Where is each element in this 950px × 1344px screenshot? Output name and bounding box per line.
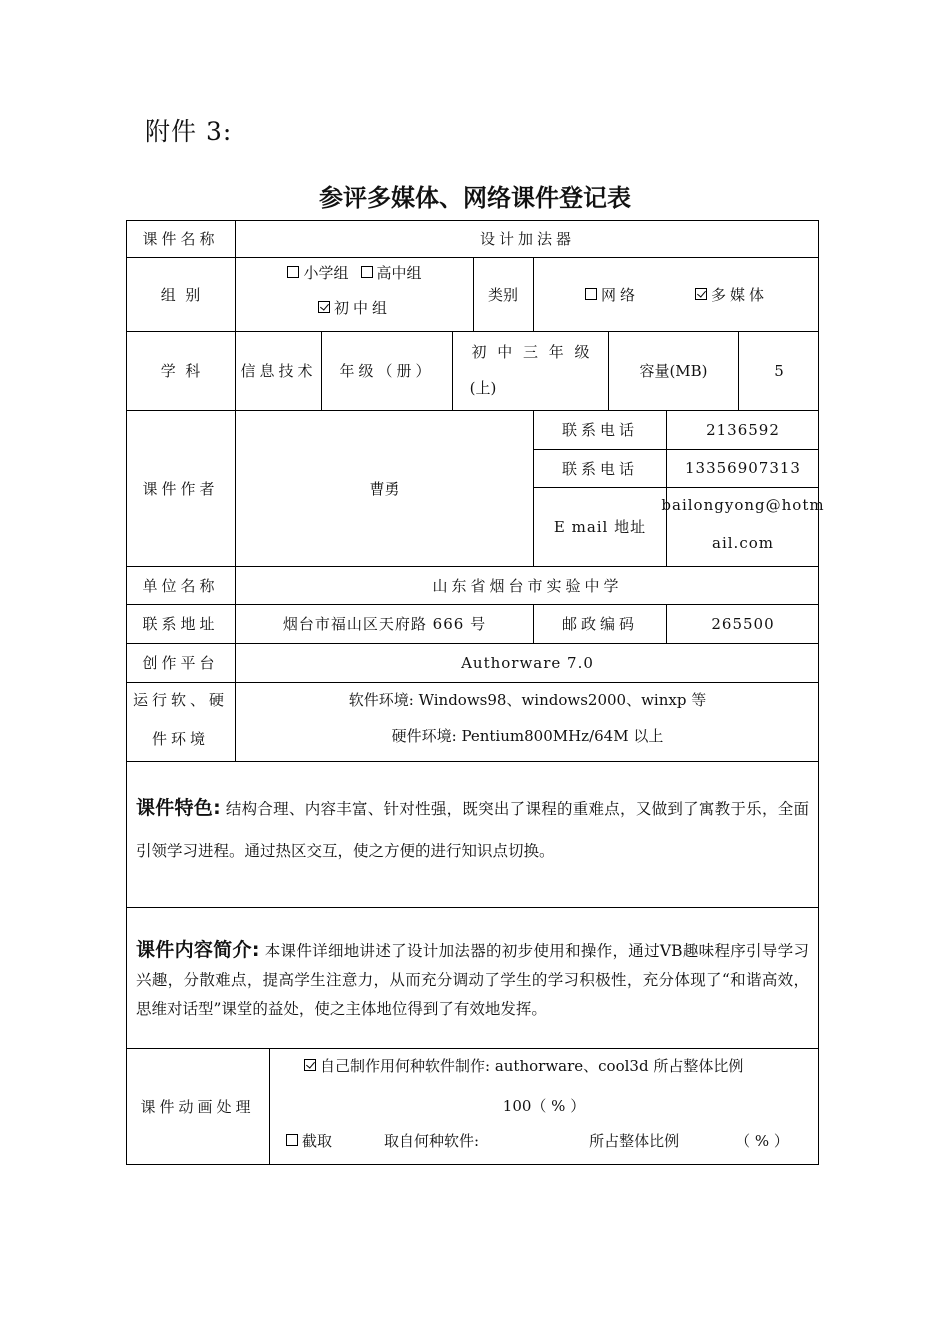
grade-label: 年级（册） — [339, 362, 435, 380]
name-value: 设计加法器 — [479, 230, 575, 248]
group-options-row2 — [236, 294, 473, 320]
grade-value-line1: 初 中 三 年 级 — [471, 342, 590, 361]
network-checkbox[interactable] — [585, 288, 597, 300]
intro-text: 本课件详细地讲述了设计加法器的初步使用和操作，通过VB趣味程序引导学习兴趣，分散难点，提高学生注意力，从而充分调动了学生的学习积极性，充分体现了“和谐高效，思维对话型”课堂的益处，使之主体地位得到了有效地发挥。 — [136, 942, 809, 1018]
env-hardware: 硬件环境: Pentium800MHz/64M 以上 — [391, 726, 664, 745]
email-value-line2: ail.com — [712, 534, 774, 552]
anim-self-ratio: 100（ % ） — [502, 1096, 586, 1115]
anim-capture-checkbox[interactable] — [286, 1134, 298, 1146]
phone2-value: 13356907313 — [685, 459, 801, 477]
email-label: E mail 地址 — [553, 518, 647, 536]
features-text: 结构合理、内容丰富、针对性强，既突出了课程的重难点，又做到了寓教于乐，全面引领学习进程。通过热区交互，使之方便的进行知识点切换。 — [136, 800, 809, 860]
anim-self-row — [270, 1050, 818, 1080]
postcode-value: 265500 — [711, 614, 775, 633]
features-paragraph — [136, 787, 809, 872]
unit-value: 山东省烟台市实验中学 — [432, 576, 623, 595]
anim-self-checkbox[interactable] — [304, 1059, 316, 1071]
primary-checkbox[interactable] — [287, 266, 299, 278]
group-label: 组 别 — [160, 285, 201, 304]
phone1-value: 2136592 — [706, 420, 780, 439]
anim-capture-from: 取自何种软件: — [384, 1131, 480, 1150]
animation-label: 课件动画处理 — [140, 1098, 255, 1116]
author-label: 课件作者 — [142, 479, 219, 498]
form-title: 参评多媒体、网络课件登记表 — [319, 184, 631, 212]
junior-option-label: 初中组 — [333, 298, 391, 317]
features-heading: 课件特色: — [136, 797, 221, 819]
anim-capture-ratio-value: （ % ） — [735, 1131, 789, 1150]
group-options-row1 — [236, 260, 473, 284]
network-option-label: 网络 — [600, 285, 639, 304]
anim-self-text: 自己制作用何种软件制作: authorware、cool3d 所占整体比例 — [320, 1056, 744, 1075]
registration-form — [126, 220, 825, 1165]
attachment-label: 附件 3: — [145, 117, 233, 146]
postcode-label: 邮政编码 — [561, 615, 638, 633]
intro-paragraph — [136, 936, 809, 1024]
env-label-line2: 件环境 — [151, 729, 209, 748]
env-label-line1: 运行软、硬 — [132, 690, 228, 709]
email-value-line1: bailongyong@hotm — [661, 496, 825, 514]
primary-option-label: 小学组 — [303, 263, 349, 282]
category-options — [534, 257, 819, 331]
platform-value: Authorware 7.0 — [461, 653, 594, 672]
multimedia-option-label: 多媒体 — [711, 285, 769, 304]
name-label: 课件名称 — [142, 230, 219, 248]
address-value: 烟台市福山区天府路 666 号 — [282, 615, 487, 633]
capacity-label: 容量(MB) — [639, 362, 708, 380]
phone2-label: 联系电话 — [561, 459, 638, 478]
senior-option-label: 高中组 — [376, 263, 422, 282]
phone1-label: 联系电话 — [561, 421, 638, 439]
address-label: 联系地址 — [142, 615, 219, 633]
senior-checkbox[interactable] — [361, 266, 373, 278]
platform-label: 创作平台 — [142, 654, 219, 672]
grade-value-line2: (上) — [469, 378, 497, 397]
author-value: 曹勇 — [369, 479, 400, 498]
junior-checkbox[interactable] — [318, 301, 330, 313]
subject-label: 学 科 — [160, 362, 201, 380]
capacity-value: 5 — [774, 361, 784, 380]
env-software: 软件环境: Windows98、windows2000、winxp 等 — [348, 690, 707, 709]
anim-capture-row — [270, 1125, 818, 1155]
anim-capture-label: 截取 — [302, 1131, 333, 1150]
intro-heading: 课件内容简介: — [136, 939, 260, 961]
multimedia-checkbox[interactable] — [695, 288, 707, 300]
anim-capture-ratio-label: 所占整体比例 — [589, 1131, 680, 1150]
unit-label: 单位名称 — [142, 576, 219, 595]
subject-value: 信息技术 — [240, 362, 317, 380]
category-label: 类别 — [487, 285, 518, 304]
